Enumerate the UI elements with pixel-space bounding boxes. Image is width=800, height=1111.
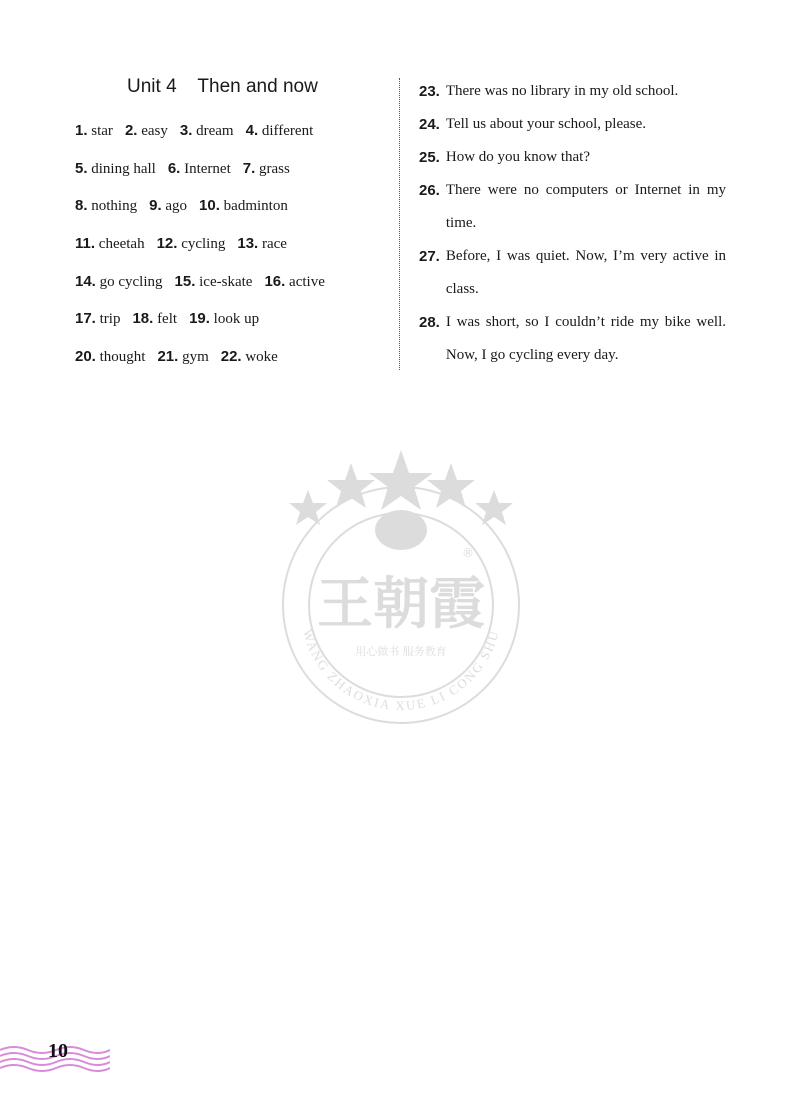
answer-item [221,348,278,366]
answer-number: 3. [179,122,193,139]
answer-number: 27. [419,248,440,265]
answer-number: 23. [419,83,440,100]
sentence-answer [419,240,726,306]
answer-list-right [419,75,726,372]
answer-number: 12. [156,235,178,253]
sentence-answer [419,174,726,240]
answer-text: cycling [181,236,226,253]
answer-text: race [261,236,287,253]
answer-row [75,273,385,311]
answer-item [75,197,137,215]
answer-text: star [91,123,113,139]
answer-number: 15. [174,272,196,290]
answer-sentence: I was short, so I couldn’t ride my bike well. Now, I go cycling every day. [445,314,726,363]
watermark-registered: ® [462,546,474,560]
answer-text: look up [213,311,260,328]
answer-item [243,160,290,178]
answer-number: 4. [245,122,259,139]
answer-item [75,273,163,291]
answer-item [75,160,156,178]
answer-text: badminton [223,198,288,215]
column-divider [399,78,400,370]
answer-number: 21. [157,348,179,366]
answer-number: 2. [124,122,138,139]
unit-title: Unit 4 Then and now [127,76,318,97]
page-number: 10 [48,1040,68,1062]
answer-item [149,197,187,215]
answer-item [180,122,234,140]
answer-text: thought [99,349,146,366]
answer-item [75,310,120,328]
answer-number: 1. [75,122,88,139]
answer-number: 9. [149,197,162,215]
answer-text: felt [157,311,178,328]
answer-text: Internet [184,160,231,177]
answer-text: trip [99,311,121,328]
answer-text: ice-skate [199,273,253,290]
answer-text: dining hall [91,160,156,177]
answer-number: 24. [419,116,440,133]
sentence-answer [419,108,726,141]
answer-item [75,235,145,253]
answer-item [168,160,231,178]
answer-number: 8. [75,197,88,215]
sentence-answer [419,141,726,174]
answer-number: 20. [75,348,96,366]
answer-number: 10. [199,197,220,215]
answer-number: 17. [75,310,96,328]
answer-text: gym [182,349,209,366]
answer-item [237,235,287,253]
answer-number: 19. [189,310,210,328]
answer-item [75,122,113,140]
answer-item [132,310,177,328]
answer-item [264,273,324,291]
answer-text: different [261,123,314,139]
answer-number: 7. [242,159,256,177]
answer-row [75,348,385,386]
answer-text: woke [245,349,278,366]
sentence-answer [419,75,726,108]
sentence-answer [419,306,726,372]
answer-item [175,273,253,291]
answer-sentence: How do you know that? [445,149,591,165]
publisher-watermark-logo [276,445,526,735]
answer-item [246,122,314,140]
answer-text: go cycling [99,273,163,290]
answer-number: 28. [419,314,440,331]
answer-text: dream [196,123,234,139]
answer-row [75,160,385,198]
answer-item [75,348,145,366]
answer-list-left [75,122,385,386]
answer-text: grass [259,160,290,177]
answer-row [75,122,385,160]
answer-text: nothing [91,198,138,215]
answer-sentence: Before, I was quiet. Now, I’m very active in class. [445,248,726,297]
answer-item [199,197,288,215]
answer-item [157,348,208,366]
answer-text: active [289,273,325,290]
answer-number: 14. [75,272,96,290]
answer-number: 11. [75,235,96,253]
answer-sentence: Tell us about your school, please. [445,116,647,132]
answer-text: easy [141,123,168,139]
answer-row [75,310,385,348]
watermark-brand: 王朝霞 [317,571,485,637]
watermark-slogan: 用心做书 服务教育 [355,645,447,658]
answer-number: 13. [237,235,259,253]
watermark-ring-text: WANG ZHAOXIA XUE LI CONG SHU [300,627,502,714]
answer-number: 16. [264,272,286,290]
answer-item [125,122,168,140]
answer-number: 5. [75,159,88,177]
answer-text: ago [165,198,188,215]
answer-number: 18. [132,310,154,328]
answer-item [157,235,226,253]
answer-number: 22. [220,348,242,366]
answer-number: 6. [167,159,181,177]
answer-number: 25. [419,149,440,166]
answer-item [189,310,259,328]
answer-text: cheetah [98,236,145,253]
answer-sentence: There were no computers or Internet in my time. [445,182,726,231]
answer-sentence: There was no library in my old school. [445,83,679,99]
answer-row [75,235,385,273]
answer-row [75,197,385,235]
answer-number: 26. [419,182,440,199]
